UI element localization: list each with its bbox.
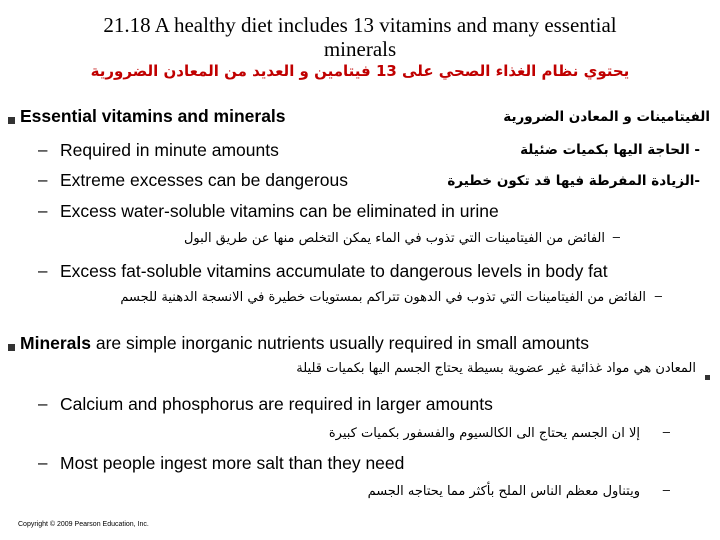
section1-heading-arabic: الفيتامينات و المعادن الضرورية	[503, 109, 710, 125]
item-required-minute-arabic: - الحاجة اليها بكميات ضئيلة	[520, 142, 700, 158]
dash-bullet: –	[38, 394, 48, 413]
item-salt-intake-arabic: ويتناول معظم الناس الملح بأكثر مما يحتاجه الجسم	[367, 484, 640, 499]
section2-heading-rest: are simple inorganic nutrients usually required in small amounts	[91, 333, 590, 353]
bullet-square-icon	[8, 338, 15, 356]
dash-bullet-arabic: –	[662, 482, 670, 497]
item-extreme-excesses-arabic: -الزيادة المفرطة فيها قد تكون خطيرة	[447, 173, 700, 189]
slide-title-line1: 21.18 A healthy diet includes 13 vitamins and many essential	[103, 13, 617, 37]
dash-bullet-arabic: –	[662, 424, 670, 439]
item-required-minute: Required in minute amounts	[60, 140, 279, 160]
dash-bullet: –	[38, 453, 48, 472]
item-extreme-excesses: Extreme excesses can be dangerous	[60, 170, 348, 190]
item-calcium-phosphorus: Calcium and phosphorus are required in larger amounts	[60, 394, 493, 414]
dash-bullet: –	[38, 201, 48, 220]
dash-bullet-arabic: –	[654, 288, 662, 303]
section2-heading-arabic: المعادن هي مواد غذائية غير عضوية بسيطة يحتاج الجسم اليها بكميات قليلة	[296, 361, 696, 376]
copyright-footer: Copyright © 2009 Pearson Education, Inc.	[18, 521, 149, 528]
item-salt-intake: Most people ingest more salt than they need	[60, 453, 405, 473]
section2-heading	[20, 333, 589, 354]
section1-heading: Essential vitamins and minerals	[20, 106, 286, 126]
item-water-soluble-arabic: الفائض من الفيتامينات التي تذوب في الماء يمكن التخلص منها عن طريق البول	[183, 231, 605, 246]
dash-bullet: –	[38, 170, 48, 189]
item-water-soluble: Excess water-soluble vitamins can be eliminated in urine	[60, 201, 499, 221]
bullet-square-icon	[8, 111, 15, 129]
section2-heading-bold: Minerals	[20, 333, 91, 353]
item-fat-soluble: Excess fat-soluble vitamins accumulate to dangerous levels in body fat	[60, 261, 608, 281]
dash-bullet-arabic: –	[612, 229, 620, 244]
dash-bullet: –	[38, 261, 48, 280]
slide-title-arabic: يحتوي نظام الغذاء الصحي على 13 فيتامين و العديد من المعادن الضرورية	[90, 62, 630, 80]
item-calcium-phosphorus-arabic: إلا ان الجسم يحتاج الى الكالسيوم والفسفور بكميات كبيرة	[328, 426, 640, 441]
dash-bullet: –	[38, 140, 48, 159]
slide-title-line2: minerals	[323, 37, 397, 61]
bullet-square-small-icon	[705, 367, 710, 385]
item-fat-soluble-arabic: الفائض من الفيتامينات التي تذوب في الدهون تتراكم بمستويات خطيرة في الانسجة الدهنية للجسم	[120, 290, 646, 305]
